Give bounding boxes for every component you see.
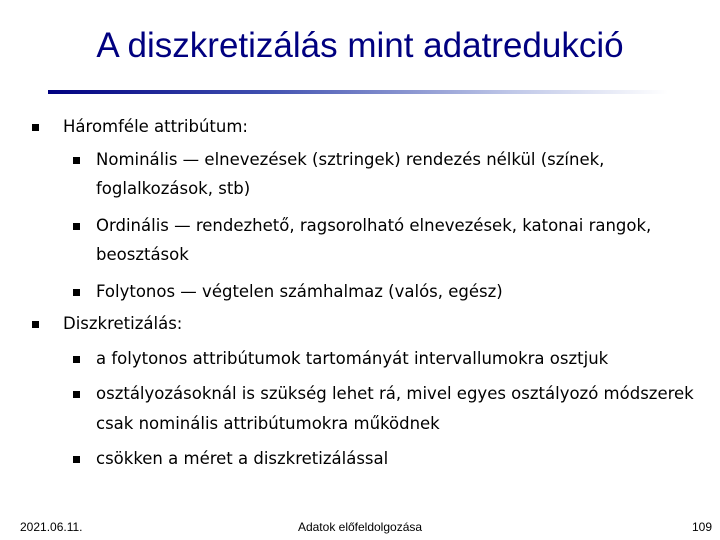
list-item-intervals: a folytonos attribútumok tartományát intervallumokra osztjuk: [96, 349, 609, 368]
list-item-size-reduction: csökken a méret a diszkretizálással: [96, 449, 389, 468]
bullet-icon: [73, 456, 80, 463]
footer-title: Adatok előfeldolgozása: [297, 520, 423, 534]
bullet-icon: [73, 391, 80, 398]
bullet-icon: [73, 223, 80, 230]
bullet-icon: [73, 289, 80, 296]
list-item-continuous: Folytonos — végtelen számhalmaz (valós, egész): [96, 282, 503, 301]
title-underline: [48, 90, 668, 94]
list-item-ordinal: Ordinális — rendezhető, ragsorolható elnevezések, katonai rangok,: [96, 216, 652, 235]
list-item-classification-cont: csak nominális attribútumokra működnek: [96, 414, 440, 433]
section-heading-attributes: Háromféle attribútum:: [63, 117, 248, 136]
section-heading-discretization: Diszkretizálás:: [63, 314, 183, 333]
bullet-icon: [32, 124, 39, 131]
list-item-nominal-cont: foglalkozások, stb): [96, 179, 251, 198]
list-item-nominal: Nominális — elnevezések (sztringek) rendezés nélkül (színek,: [96, 150, 605, 169]
page-number: 109: [691, 520, 712, 534]
bullet-icon: [73, 356, 80, 363]
footer-date: 2021.06.11.: [20, 520, 83, 534]
list-item-ordinal-cont: beosztások: [96, 245, 189, 264]
bullet-icon: [73, 157, 80, 164]
bullet-icon: [32, 321, 39, 328]
list-item-classification: osztályozásoknál is szükség lehet rá, mivel egyes osztályozó módszerek: [96, 384, 694, 403]
slide-title: A diszkretizálás mint adatredukció: [96, 26, 624, 65]
